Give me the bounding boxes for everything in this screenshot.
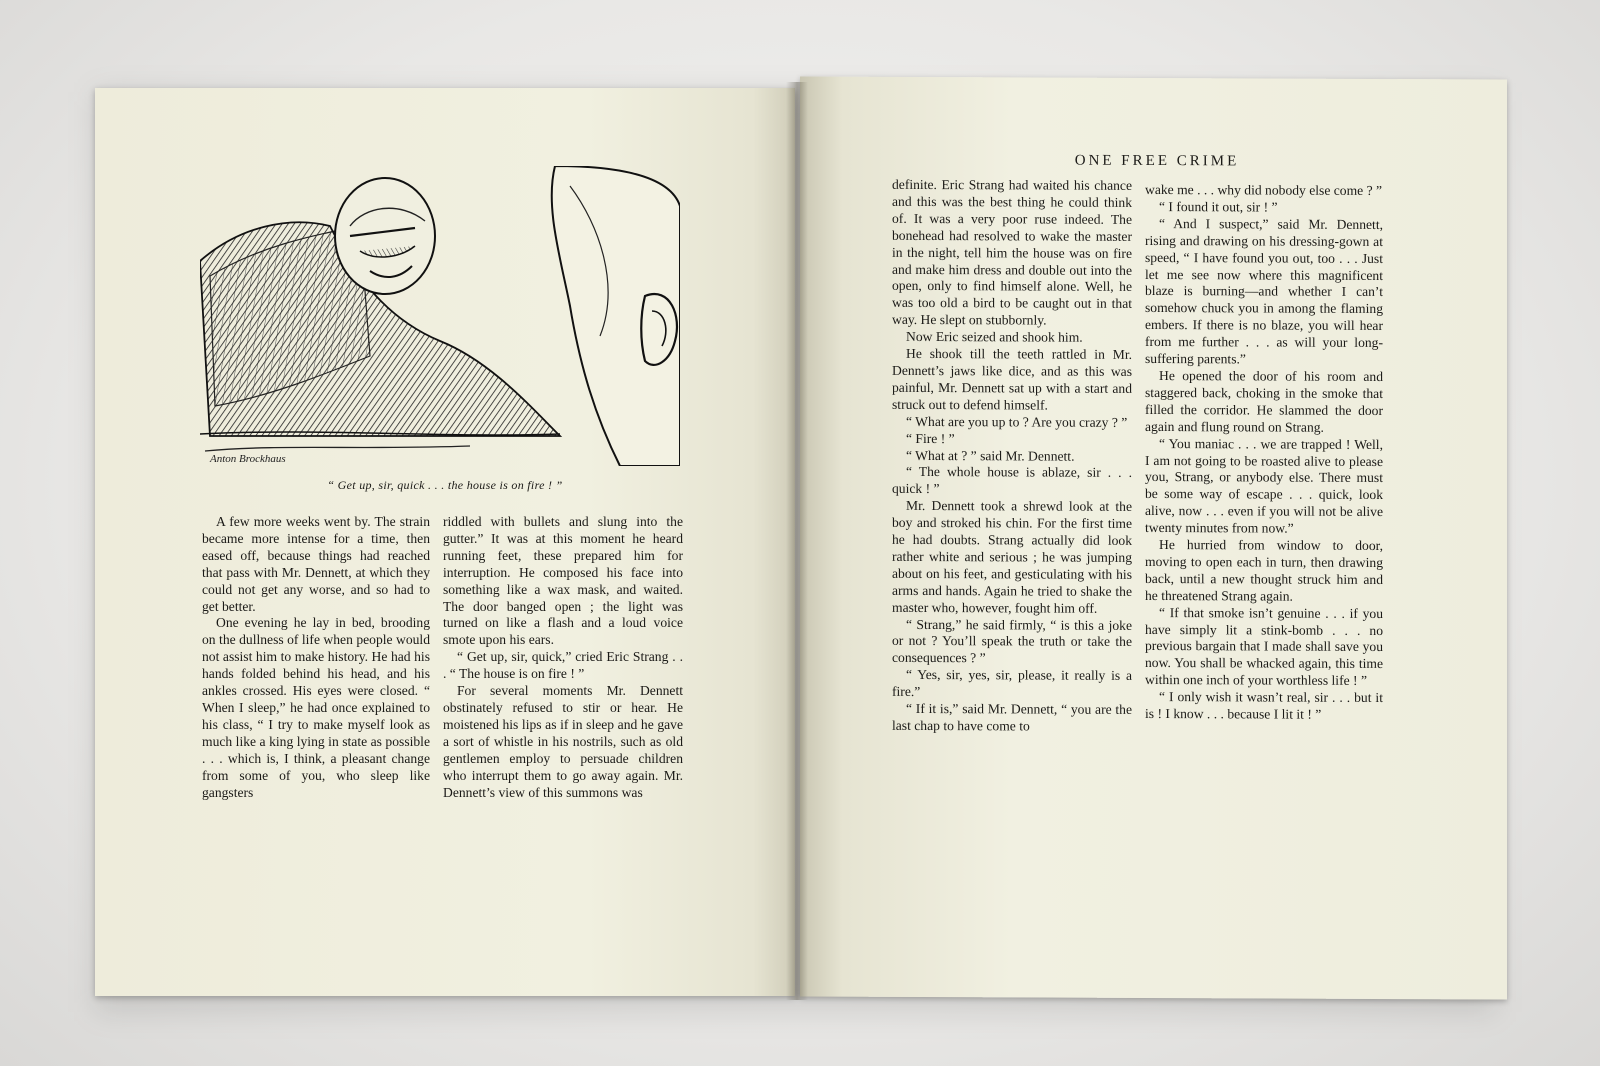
paragraph: One evening he lay in bed, brooding on the dullness of life when people would not assist him to make history. He had his hands folded behind his head, and his ankles crossed. His eyes were closed. “ When I sleep,” he had once explained to his class, “ I try to make myself look as much like a king lying in state as possible . . . which is, I think, a pleasant change from some of you, who sleep like gangsters: [202, 615, 430, 800]
right-page: [800, 76, 1507, 999]
paragraph: For several moments Mr. Dennett obstinately refused to stir or hear. He moistened his lips as if in sleep and he gave a sort of whistle in his nostrils, such as old gentlemen employ to persuade children who interrupt them to go away again. Mr. Dennett’s view of this summons was: [443, 683, 683, 800]
paragraph: “ Get up, sir, quick,” cried Eric Strang . . . “ The house is on fire ! ”: [443, 649, 683, 682]
paragraph: A few more weeks went by. The strain became more intense for a time, then eased off, because things had reached that pass with Mr. Dennett, at which they could not get any worse, and so had to get better.: [202, 514, 430, 614]
paragraph: He opened the door of his room and staggered back, choking in the smoke that filled the corridor. He slammed the door again and flung round on Strang.: [1145, 367, 1383, 435]
paragraph: “ What at ? ” said Mr. Dennett.: [906, 447, 1075, 464]
left-page-column-2: [443, 514, 683, 801]
left-page-column-1: [202, 514, 430, 801]
illustration-signature: Anton Brockhaus: [210, 453, 286, 465]
paragraph: Mr. Dennett took a shrewd look at the boy and stroked his chin. For the first time he had doubts. Strang actually did look rather white and serious ; he was jumping about on his feet, and gesticulating with his arms and hands. Again he tried to shake the master who, however, fought him off.: [892, 498, 1132, 616]
paragraph: “ If that smoke isn’t genuine . . . if you have simply lit a stink-bomb . . . no previous bargain that I made shall save you now. You shall be whacked again, this time within one inch of your worthless life ! ”: [1145, 604, 1383, 689]
paragraph: “ I only wish it wasn’t real, sir . . . but it is ! I know . . . because I lit it ! ”: [1145, 689, 1383, 722]
running-head: ONE FREE CRIME: [1074, 152, 1240, 170]
paragraph: Now Eric seized and shook him.: [906, 329, 1083, 345]
paragraph: He hurried from window to door, moving to open each in turn, then drawing back, until a new thought struck him and he threatened Strang again.: [1145, 537, 1383, 604]
paragraph: “ If it is,” said Mr. Dennett, “ you are the last chap to have come to: [892, 701, 1132, 734]
book-gutter: [786, 82, 808, 1000]
illustration-caption: “ Get up, sir, quick . . . the house is on fire ! ”: [327, 478, 563, 492]
paragraph: “ Fire ! ”: [906, 430, 955, 446]
right-page-column-2: [1145, 182, 1383, 724]
paragraph: riddled with bullets and slung into the gutter.” It was at this moment he heard running feet, these prepared him for interruption. He composed his face into something like a wax mask, and waited. The door banged open ; the light was turned on like a flash and a loud voice smote upon his ears.: [443, 514, 683, 648]
paragraph: “ You maniac . . . we are trapped ! Well, I am not going to be roasted alive to please you, Strang, or anybody else. There must be some way of escape . . . quick, look alive, now . . . even if you will not be alive twenty minutes from now.”: [1145, 435, 1383, 536]
paragraph: “ What are you up to ? Are you crazy ? ”: [906, 413, 1128, 430]
paragraph: “ Yes, sir, yes, sir, please, it really is a fire.”: [892, 667, 1132, 700]
paragraph: “ The whole house is ablaze, sir . . . quick ! ”: [892, 464, 1132, 497]
paragraph: “ I found it out, sir ! ”: [1159, 198, 1278, 215]
paragraph: He shook till the teeth rattled in Mr. Dennett’s jaws like dice, and as this was painful, Mr. Dennett sat up with a start and struck out to defend himself.: [892, 345, 1132, 413]
paragraph: “ And I suspect,” said Mr. Dennett, rising and drawing on his dressing-gown at speed, “ I have found you out, too . . . Just let me see now where this magnificent blaze is burning—and whether I can’t somehow chuck you in among the flaming embers. If there is no blaze, you will hear from me further . . . as will your long-suffering parents.”: [1145, 215, 1383, 367]
illustration-sleeping-man: [200, 166, 680, 466]
left-page: [95, 88, 795, 996]
paragraph: wake me . . . why did nobody else come ? ”: [1145, 181, 1383, 198]
right-page-column-1: [892, 177, 1132, 736]
paragraph: definite. Eric Strang had waited his chance and this was the best thing he could think of. It was a very poor ruse indeed. The bonehead had resolved to wake the master in the night, tell him the house was on fire and make him dress and double out into the open, only to find himself alone. Well, he was too old a bird to be caught out in that way. He slept on stubbornly.: [892, 176, 1132, 328]
paragraph: “ Strang,” he said firmly, “ is this a joke or not ? You’ll speak the truth or take the consequences ? ”: [892, 616, 1132, 666]
